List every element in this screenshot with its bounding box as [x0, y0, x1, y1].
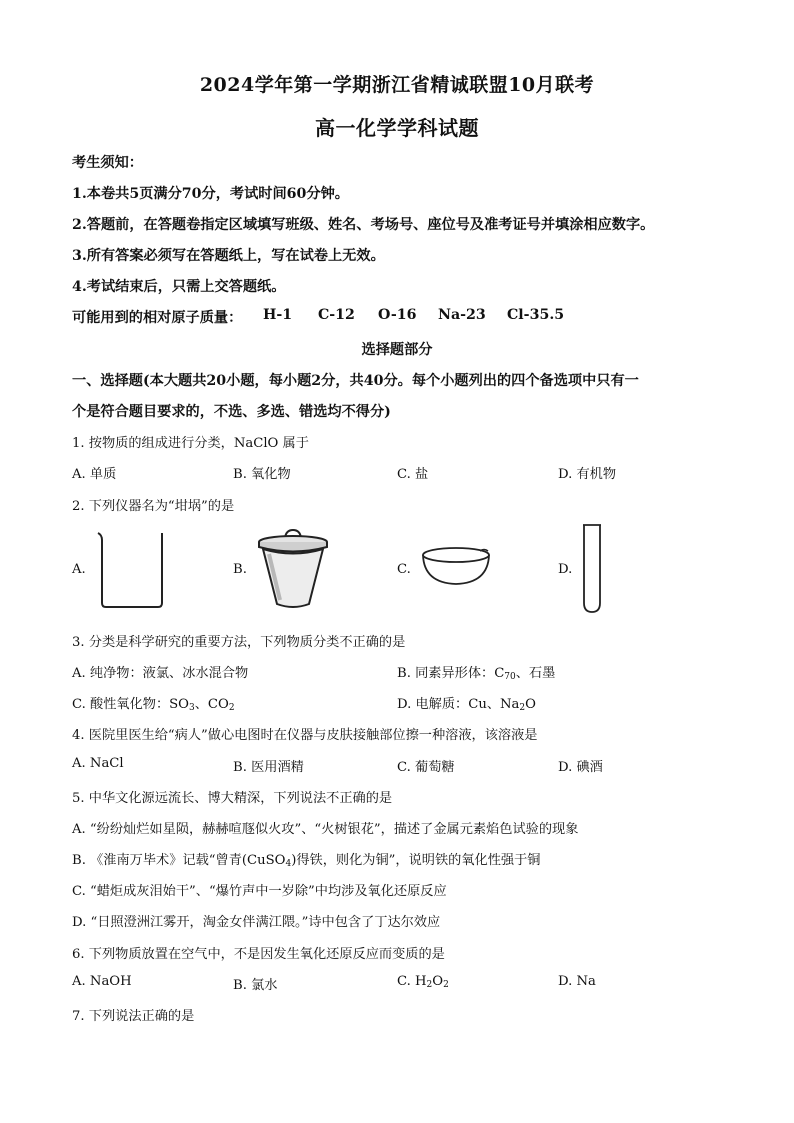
q4-option-b: B. 医用酒精: [233, 760, 304, 775]
crucible-figure: [255, 528, 331, 610]
atomic-mass-cl: Cl-35.5: [507, 307, 565, 323]
exam-subtitle: 高一化学学科试题: [315, 116, 479, 140]
q1-option-d: D. 有机物: [558, 467, 617, 482]
atomic-mass-label: 可能用到的相对原子质量：: [72, 310, 243, 326]
notice-item-1: 1.本卷共5页满分70分，考试时间60分钟。: [72, 186, 349, 202]
q3-stem: 3. 分类是科学研究的重要方法，下列物质分类不正确的是: [72, 635, 406, 650]
q6-stem: 6. 下列物质放置在空气中，不是因发生氧化还原反应而变质的是: [72, 947, 445, 962]
q7-stem: 7. 下列说法正确的是: [72, 1009, 195, 1024]
q5-option-a: A. “纷纷灿烂如星陨，赫赫喧豗似火攻”、“火树银花”，描述了金属元素焰色试验的现象: [72, 822, 579, 837]
q2-stem: 2. 下列仪器名为“坩埚”的是: [72, 499, 235, 514]
notice-item-3: 3.所有答案必须写在答题纸上，写在试卷上无效。: [72, 248, 385, 264]
q2-option-d: D.: [558, 562, 573, 577]
q6-option-b: B. 氯水: [233, 978, 278, 993]
q3-option-a: A. 纯净物：液氯、冰水混合物: [72, 666, 249, 681]
q6-option-d: D. Na: [558, 974, 596, 989]
section-title: 选择题部分: [361, 342, 433, 358]
q2-option-c: C.: [397, 562, 411, 577]
section-intro-1: 一、选择题(本大题共20小题，每小题2分，共40分。每个小题列出的四个备选项中只有一: [72, 373, 639, 389]
notice-item-4: 4.考试结束后，只需上交答题纸。: [72, 279, 286, 295]
q3-option-c: C. 酸性氧化物：$SO_3$、$CO_2$: [72, 697, 235, 713]
q5-option-b: B. 《淮南万毕术》记载“曾青(CuSO$_4$)得铁，则化为铜”，说明铁的氧化性强于铜: [72, 853, 541, 869]
q2-option-b: B.: [233, 562, 247, 577]
notice-item-2: 2.答题前，在答题卷指定区域填写班级、姓名、考场号、座位号及准考证号并填涂相应数字。: [72, 217, 655, 233]
q1-option-b: B. 氧化物: [233, 467, 291, 482]
q5-option-d: D. “日照澄洲江雾开，淘金女伴满江隈。”诗中包含了丁达尔效应: [72, 915, 441, 930]
q1-stem: 1. 按物质的组成进行分类，NaClO 属于: [72, 436, 309, 451]
beaker-figure: [96, 531, 166, 609]
q2-option-a: A.: [72, 562, 86, 577]
section-intro-2: 个是符合题目要求的，不选、多选、错选均不得分): [72, 404, 391, 420]
q1-option-a: A. 单质: [72, 467, 117, 482]
q4-option-a: A. NaCl: [72, 756, 124, 771]
atomic-mass-o: O-16: [378, 307, 417, 323]
atomic-mass-h: H-1: [263, 307, 293, 323]
q3-option-b: B. 同素异形体：$C_{70}$、石墨: [397, 666, 556, 682]
q5-option-c: C. “蜡炬成灰泪始干”、“爆竹声中一岁除”中均涉及氧化还原反应: [72, 884, 447, 899]
evaporating-dish-figure: [420, 545, 492, 587]
q4-stem: 4. 医院里医生给“病人”做心电图时在仪器与皮肤接触部位擦一种溶液，该溶液是: [72, 728, 538, 743]
q1-option-c: C. 盐: [397, 467, 429, 482]
q6-option-c: C. $H_2O_2$: [397, 974, 449, 990]
atomic-mass-na: Na-23: [438, 307, 486, 323]
q4-option-d: D. 碘酒: [558, 760, 603, 775]
notice-heading: 考生须知：: [72, 155, 143, 171]
q3-option-d: D. 电解质：Cu、$Na_2O$: [397, 697, 536, 713]
q5-stem: 5. 中华文化源远流长、博大精深，下列说法不正确的是: [72, 791, 393, 806]
q4-option-c: C. 葡萄糖: [397, 760, 455, 775]
q6-option-a: A. NaOH: [72, 974, 132, 989]
atomic-mass-c: C-12: [318, 307, 355, 323]
exam-title: 2024学年第一学期浙江省精诚联盟10月联考: [199, 74, 595, 96]
test-tube-figure: [580, 523, 604, 615]
